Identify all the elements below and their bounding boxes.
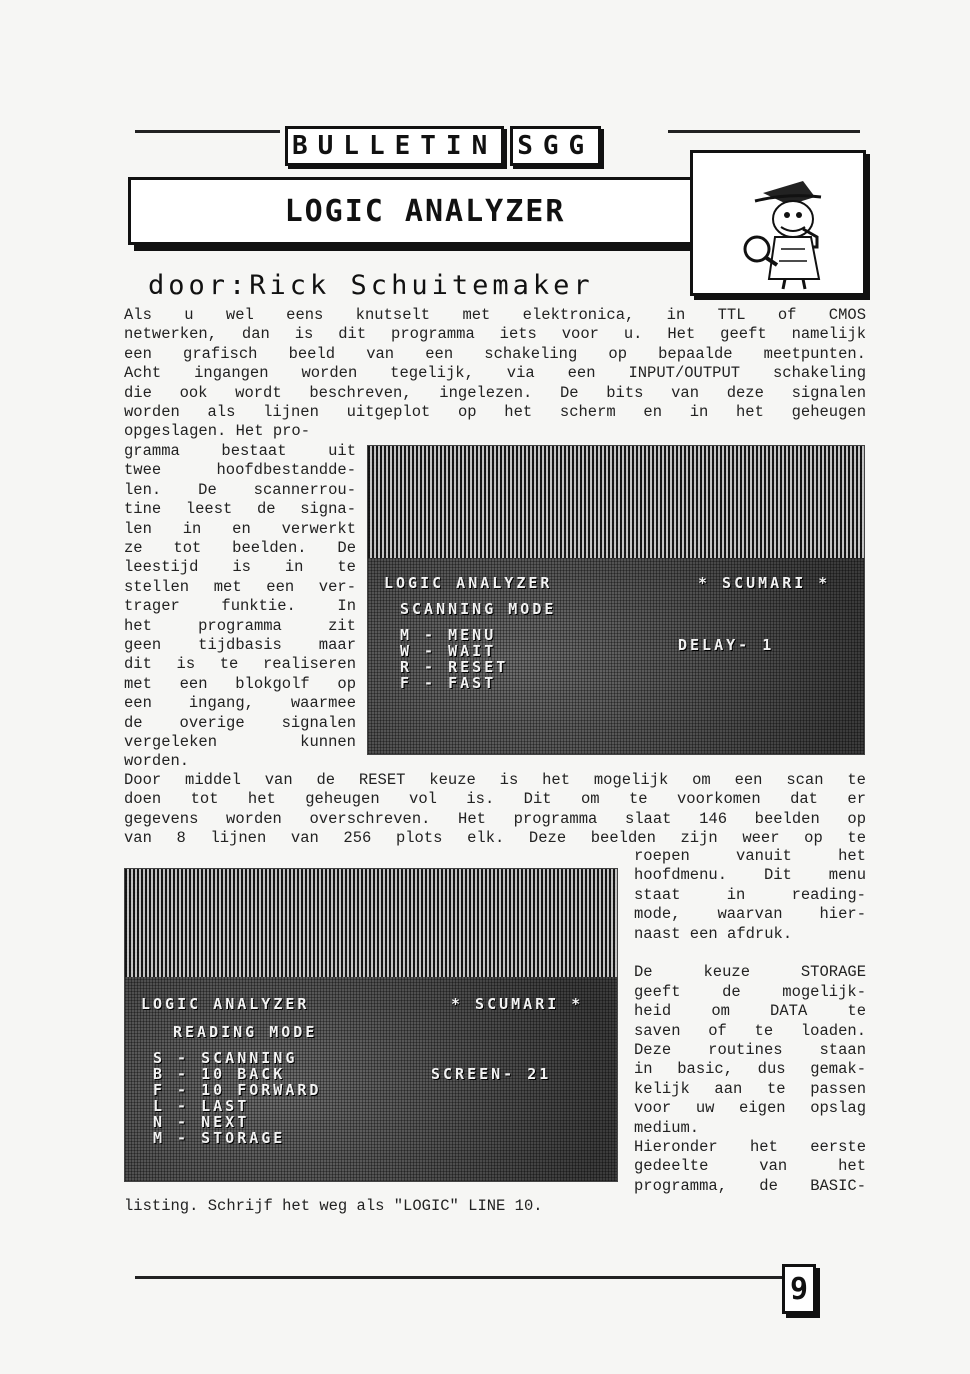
text-line: twee hoofdbestandde- (124, 461, 356, 480)
bulletin-word: BULLETIN (285, 126, 504, 166)
screen2-screen-counter: SCREEN- 21 (431, 1065, 552, 1083)
screen1-title: LOGIC ANALYZER (384, 574, 553, 592)
screenshot-scanning-mode (367, 445, 865, 755)
text-line: heid om DATA te (634, 1002, 866, 1021)
text-line (634, 944, 866, 963)
text-line: Acht ingangen worden tegelijk, via een INPUT/OUTPUT schakeling (124, 364, 866, 383)
screen2-menu-3: F - 10 FORWARD (153, 1081, 322, 1099)
signal-lines (368, 446, 864, 558)
screen1-menu-2: W - WAIT (400, 642, 497, 660)
screen2-menu-5: N - NEXT (153, 1113, 250, 1131)
text-line: leestijd is in te (124, 558, 356, 577)
author-line: door:Rick Schuitemaker (148, 270, 594, 301)
page-number: 9 (782, 1264, 816, 1314)
header-rule-right (668, 130, 860, 133)
text-line: het programma zit (124, 616, 356, 635)
text-line: mode, waarvan hier- (634, 905, 866, 924)
text-line: len in en verwerkt (124, 519, 356, 538)
text-line: dit is te realiseren (124, 655, 356, 674)
text-line: gegevens worden overschreven. Het programma slaat 146 beelden op (124, 809, 866, 828)
text-line: len. De scannerrou- (124, 480, 356, 499)
screen1-menu-4: F - FAST (400, 674, 497, 692)
screen1-delay: DELAY- 1 (678, 636, 775, 654)
screen1-mode: SCANNING MODE (400, 600, 557, 618)
text-line: de overige signalen (124, 713, 356, 732)
text-line: gedeelte van het (634, 1157, 866, 1176)
screen2-title: LOGIC ANALYZER (141, 995, 310, 1013)
text-line: een ingang, waarmee (124, 694, 356, 713)
detective-icon (693, 153, 863, 293)
text-line: De keuze STORAGE (634, 963, 866, 982)
article-title: LOGIC ANALYZER (284, 193, 566, 229)
text-line: kelijk aan te passen (634, 1079, 866, 1098)
text-line: geeft de mogelijk- (634, 982, 866, 1001)
text-line: trager funktie. In (124, 597, 356, 616)
text-line: opgeslagen. Het pro- (124, 422, 311, 441)
text-line: doen tot het geheugen vol is. Dit om te voorkomen dat er (124, 790, 866, 809)
text-line: staat in reading- (634, 885, 866, 904)
text-line: saven of te loaden. (634, 1021, 866, 1040)
text-line: in basic, dus gemak- (634, 1060, 866, 1079)
screenshot-reading-mode (124, 868, 618, 1182)
screen1-menu-1: M - MENU (400, 626, 497, 644)
title-box (128, 177, 722, 245)
text-line: medium. (634, 1118, 700, 1137)
text-line: worden als lijnen uitgeplot op het scherm en in het geheugen (124, 403, 866, 421)
screen2-menu-2: B - 10 BACK (153, 1065, 286, 1083)
text-line: worden. (124, 752, 190, 771)
screen1-brand: * SCUMARI * (698, 574, 831, 592)
screen2-menu-4: L - LAST (153, 1097, 250, 1115)
detective-illustration (690, 150, 866, 296)
text-line: die ook wordt beschreven, ingelezen. De bits van deze signalen (124, 383, 866, 402)
text-line: geen tijdbasis maar (124, 636, 356, 654)
text-line: programma, de BASIC- (634, 1176, 866, 1195)
text-line: naast een afdruk. (634, 924, 793, 943)
header-rule-left (135, 130, 280, 133)
text-line: tine leest de signa- (124, 500, 356, 519)
text-line: Hieronder het eerste (634, 1138, 866, 1156)
screen2-menu-1: S - SCANNING (153, 1049, 298, 1067)
text-line: een grafisch beeld van een schakeling op bepaalde meetpunten. (124, 344, 866, 363)
text-line: met een blokgolf op (124, 674, 356, 693)
signal-lines (125, 869, 617, 977)
text-line: ze tot beelden. De (124, 539, 356, 557)
text-line: Door middel van de RESET keuze is het mogelijk om een scan te (124, 771, 866, 789)
text-line: Als u wel eens knutselt met elektronica, in TTL of CMOS (124, 306, 866, 324)
text-line: roepen vanuit het (634, 847, 866, 865)
text-line: vergeleken kunnen (124, 733, 356, 751)
screen1-menu-3: R - RESET (400, 658, 509, 676)
footer-rule (135, 1276, 785, 1279)
bulletin-logo (285, 126, 601, 166)
screen2-menu-6: M - STORAGE (153, 1129, 286, 1147)
text-line: van 8 lijnen van 256 plots elk. Deze beelden zijn weer op te (124, 829, 866, 848)
screen2-brand: * SCUMARI * (451, 995, 584, 1013)
text-line: gramma bestaat uit (124, 442, 356, 460)
text-line: Deze routines staan (634, 1041, 866, 1059)
text-line: hoofdmenu. Dit menu (634, 866, 866, 885)
bulletin-org: SGG (510, 126, 601, 166)
text-line: netwerken, dan is dit programma iets voor u. Het geeft namelijk (124, 325, 866, 344)
text-line: voor uw eigen opslag (634, 1099, 866, 1118)
text-line: stellen met een ver- (124, 577, 356, 596)
last-line: listing. Schrijf het weg als "LOGIC" LINE 10. (124, 1197, 543, 1215)
screen2-mode: READING MODE (173, 1023, 318, 1041)
